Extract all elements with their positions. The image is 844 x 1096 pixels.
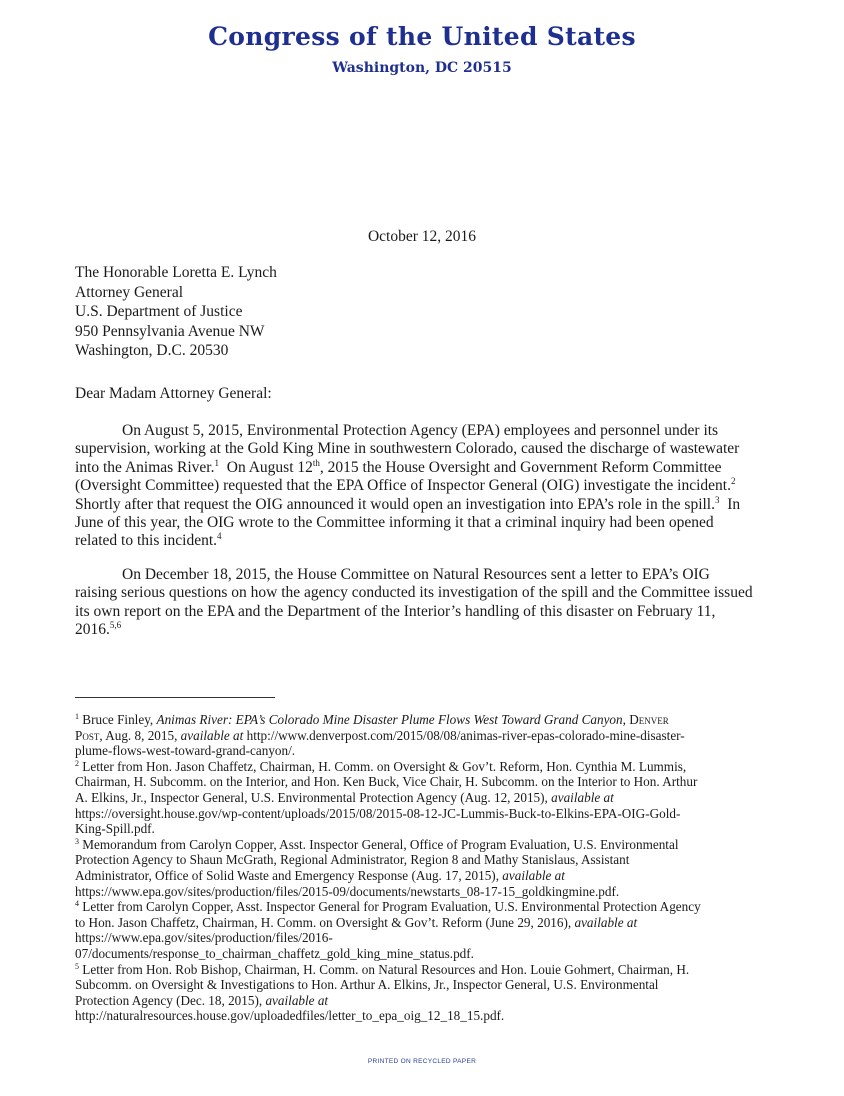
address-line: Washington, D.C. 20530 [75, 342, 229, 359]
text-span: , Aug. 8, 2015, [99, 727, 181, 743]
available-at: available at [551, 789, 614, 805]
text-line: raising serious questions on how the agency conducted its investigation of the spill and the Committee issued [75, 584, 753, 602]
text-span: (Oversight Committee) requested that the EPA Office of Inspector General (OIG) investigate the incident. [75, 477, 731, 495]
text-line [75, 459, 769, 477]
text-span: Letter from Carolyn Copper, Asst. Inspector General for Program Evaluation, U.S. Environmental Protection Agency [79, 899, 701, 915]
text-line: June of this year, the OIG wrote to the Committee informing it that a criminal inquiry had been opened [75, 514, 714, 532]
footnote-number: 3 [75, 836, 79, 846]
text-span: A. Elkins, Jr., Inspector General, U.S. Environmental Protection Agency (Aug. 12, 2015), [75, 789, 552, 805]
text-span: Shortly after that request the OIG announced it would open an investigation into EPA’s role in the spill. [75, 495, 715, 513]
text-line: supervision, working at the Gold King Mine in southwestern Colorado, caused the discharge of wastewater [75, 440, 740, 458]
footnote-ref: 1 [214, 457, 219, 468]
text-span: On August 12 [219, 458, 313, 476]
footnote-ref: 4 [217, 531, 222, 542]
footnote-link[interactable]: plume-flows-west-toward-grand-canyon/. [75, 743, 296, 759]
text-span: , 2015 the House Oversight and Government Reform Committee [319, 458, 722, 476]
publication-name: Denver [625, 712, 669, 727]
footnote-1 [75, 712, 775, 728]
footnote-divider [75, 697, 275, 698]
letter-date: October 12, 2016 [367, 228, 477, 245]
footnote-number: 1 [75, 712, 79, 721]
publication-name: Post [75, 727, 100, 743]
text-span: to Hon. Jason Chaffetz, Chairman, H. Comm. on Oversight & Gov’t. Reform (June 29, 2016), [75, 914, 575, 930]
recycled-paper-notice: PRINTED ON RECYCLED PAPER [367, 1058, 477, 1065]
text-line [75, 868, 775, 884]
text-span: related to this incident. [75, 532, 218, 550]
text-line: Protection Agency to Shaun McGrath, Regional Administrator, Region 8 and Mathy Stanislaus, Assistant [75, 852, 630, 868]
text-span: Bruce Finley, [79, 712, 157, 727]
footnote-link[interactable]: King-Spill.pdf. [75, 821, 155, 837]
footnote-number: 2 [75, 758, 79, 768]
text-line [75, 621, 769, 639]
ordinal-suffix: th [312, 457, 320, 468]
text-line [75, 790, 775, 806]
article-title: Animas River: EPA’s Colorado Mine Disaster Plume Flows West Toward Grand Canyon, [156, 712, 626, 727]
available-at: available at [574, 914, 638, 930]
footnote-link[interactable]: https://oversight.house.gov/wp-content/uploads/2015/08/2015-08-12-JC-Lummis-Buck-to-Elkins-EPA-OIG-Gold- [75, 805, 681, 821]
text-line [75, 993, 775, 1009]
paragraph-1 [75, 422, 769, 551]
text-line: its own report on the EPA and the Department of the Interior’s handling of this disaster on February 11, [75, 602, 716, 620]
address-line: The Honorable Loretta E. Lynch [75, 264, 277, 281]
text-line [75, 496, 769, 514]
footnote-link[interactable]: https://www.epa.gov/sites/production/files/2016- [75, 930, 333, 946]
letterhead-city: Washington, DC 20515 [332, 60, 512, 76]
text-line: Subcomm. on Oversight & Investigations to Hon. Arthur A. Elkins, Jr., Inspector General, U.S. Environmental [75, 977, 659, 993]
footnotes [75, 712, 775, 1024]
text-span: Memorandum from Carolyn Copper, Asst. Inspector General, Office of Program Evaluation, U.S. Environmental [79, 836, 679, 852]
address-line: 950 Pennsylvania Avenue NW [75, 322, 265, 340]
footnote-number: 4 [75, 899, 79, 909]
footnote-3 [75, 837, 775, 853]
text-span: Administrator, Office of Solid Waste and Emergency Response (Aug. 17, 2015), [75, 867, 503, 883]
address-line: U.S. Department of Justice [75, 303, 243, 320]
available-at: available at [180, 727, 244, 743]
footnote-ref: 3 [715, 494, 720, 505]
text-line: Chairman, H. Subcomm. on the Interior, and Hon. Ken Buck, Vice Chair, H. Subcomm. on the Interior to Hon. Arthur [75, 774, 698, 790]
text-span: into the Animas River. [75, 458, 215, 476]
footnote-link[interactable]: https://www.epa.gov/sites/production/files/2015-09/documents/newstarts_08-17-15_goldkingmine.pdf. [75, 883, 620, 899]
footnote-4 [75, 899, 775, 915]
footnote-number: 5 [75, 961, 79, 971]
text-span: 2016. [75, 621, 110, 639]
footnote-ref: 2 [730, 476, 736, 487]
text-span: In [719, 495, 741, 513]
available-at: available at [265, 992, 329, 1008]
recipient-address [75, 263, 277, 361]
text-span: Protection Agency (Dec. 18, 2015), [75, 992, 266, 1008]
text-span: Letter from Hon. Rob Bishop, Chairman, H. Comm. on Natural Resources and Hon. Louie Gohmert, Chairman, H. [79, 961, 690, 977]
footnote-2 [75, 759, 775, 775]
text-line [75, 477, 769, 495]
footnote-link[interactable]: http://naturalresources.house.gov/uploadedfiles/letter_to_epa_oig_12_18_15.pdf. [75, 1008, 505, 1024]
footnote-ref: 5,6 [109, 620, 122, 631]
text-line [75, 728, 775, 744]
address-line: Attorney General [75, 283, 184, 301]
paragraph-2 [75, 566, 769, 640]
salutation: Dear Madam Attorney General: [75, 385, 272, 402]
letterhead-title: Congress of the United States [208, 22, 636, 51]
footnote-link[interactable]: 07/documents/response_to_chairman_chaffetz_gold_king_mine_status.pdf. [75, 945, 474, 961]
text-line: On December 18, 2015, the House Committee on Natural Resources sent a letter to EPA’s OIG [122, 566, 710, 583]
footnote-link[interactable]: http://www.denverpost.com/2015/08/08/animas-river-epas-colorado-mine-disaster- [243, 727, 685, 743]
text-line [75, 915, 775, 931]
text-line: On August 5, 2015, Environmental Protection Agency (EPA) employees and personnel under its [122, 422, 719, 439]
text-line [75, 532, 769, 550]
footnote-5 [75, 962, 775, 978]
available-at: available at [502, 867, 565, 883]
text-span: Letter from Hon. Jason Chaffetz, Chairman, H. Comm. on Oversight & Gov’t. Reform, Hon. Cynthia M. Lummis, [79, 758, 687, 774]
